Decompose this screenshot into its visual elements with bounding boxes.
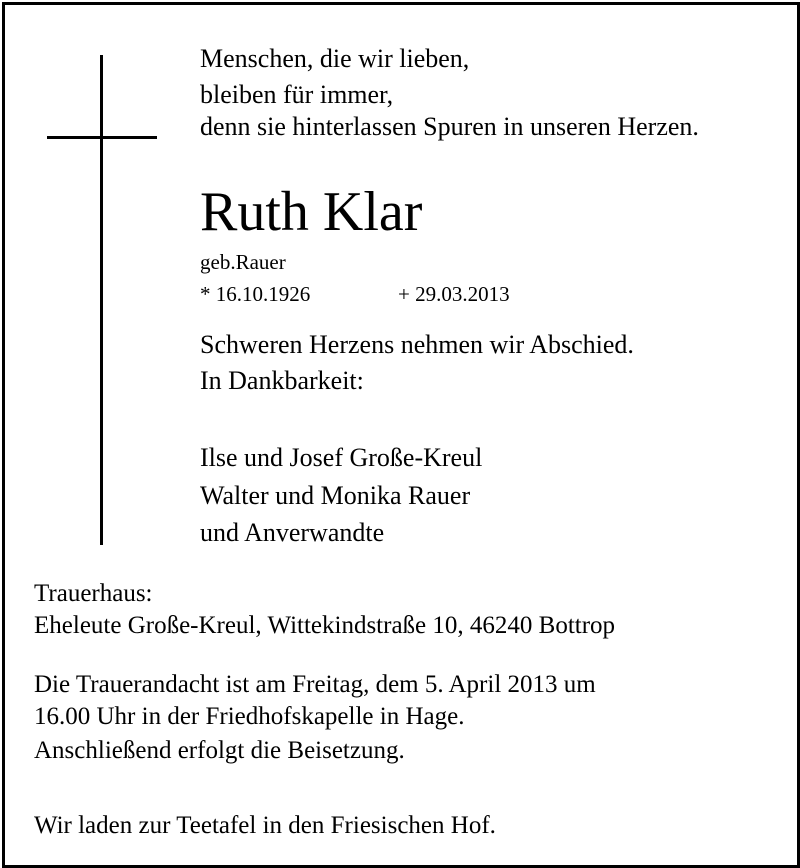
service-line-3: Anschließend erfolgt die Beisetzung. [34, 737, 405, 764]
deceased-name: Ruth Klar [200, 181, 423, 243]
mourner-line-1: Ilse und Josef Große-Kreul [200, 443, 483, 472]
maiden-name: geb.Rauer [200, 250, 286, 274]
invitation-text: Wir laden zur Teetafel in den Friesischen Hof. [34, 812, 496, 839]
farewell-line-2: In Dankbarkeit: [200, 366, 364, 395]
death-date: + 29.03.2013 [398, 282, 510, 306]
service-line-2: 16.00 Uhr in der Friedhofskapelle in Hage. [34, 703, 465, 730]
cross-icon-bar [47, 136, 157, 139]
house-of-mourning-label: Trauerhaus: [34, 580, 153, 607]
farewell-line-1: Schweren Herzens nehmen wir Abschied. [200, 330, 634, 359]
verse-line-2: bleiben für immer, [200, 80, 394, 109]
mourner-line-3: und Anverwandte [200, 518, 385, 547]
birth-date: * 16.10.1926 [200, 282, 311, 306]
house-of-mourning-address: Eheleute Große-Kreul, Wittekindstraße 10, 46240 Bottrop [34, 612, 616, 639]
service-line-1: Die Trauerandacht ist am Freitag, dem 5. April 2013 um [34, 671, 596, 698]
mourner-line-2: Walter und Monika Rauer [200, 481, 471, 510]
verse-line-3: denn sie hinterlassen Spuren in unseren Herzen. [200, 112, 699, 141]
cross-icon [100, 55, 103, 545]
verse-line-1: Menschen, die wir lieben, [200, 44, 470, 73]
